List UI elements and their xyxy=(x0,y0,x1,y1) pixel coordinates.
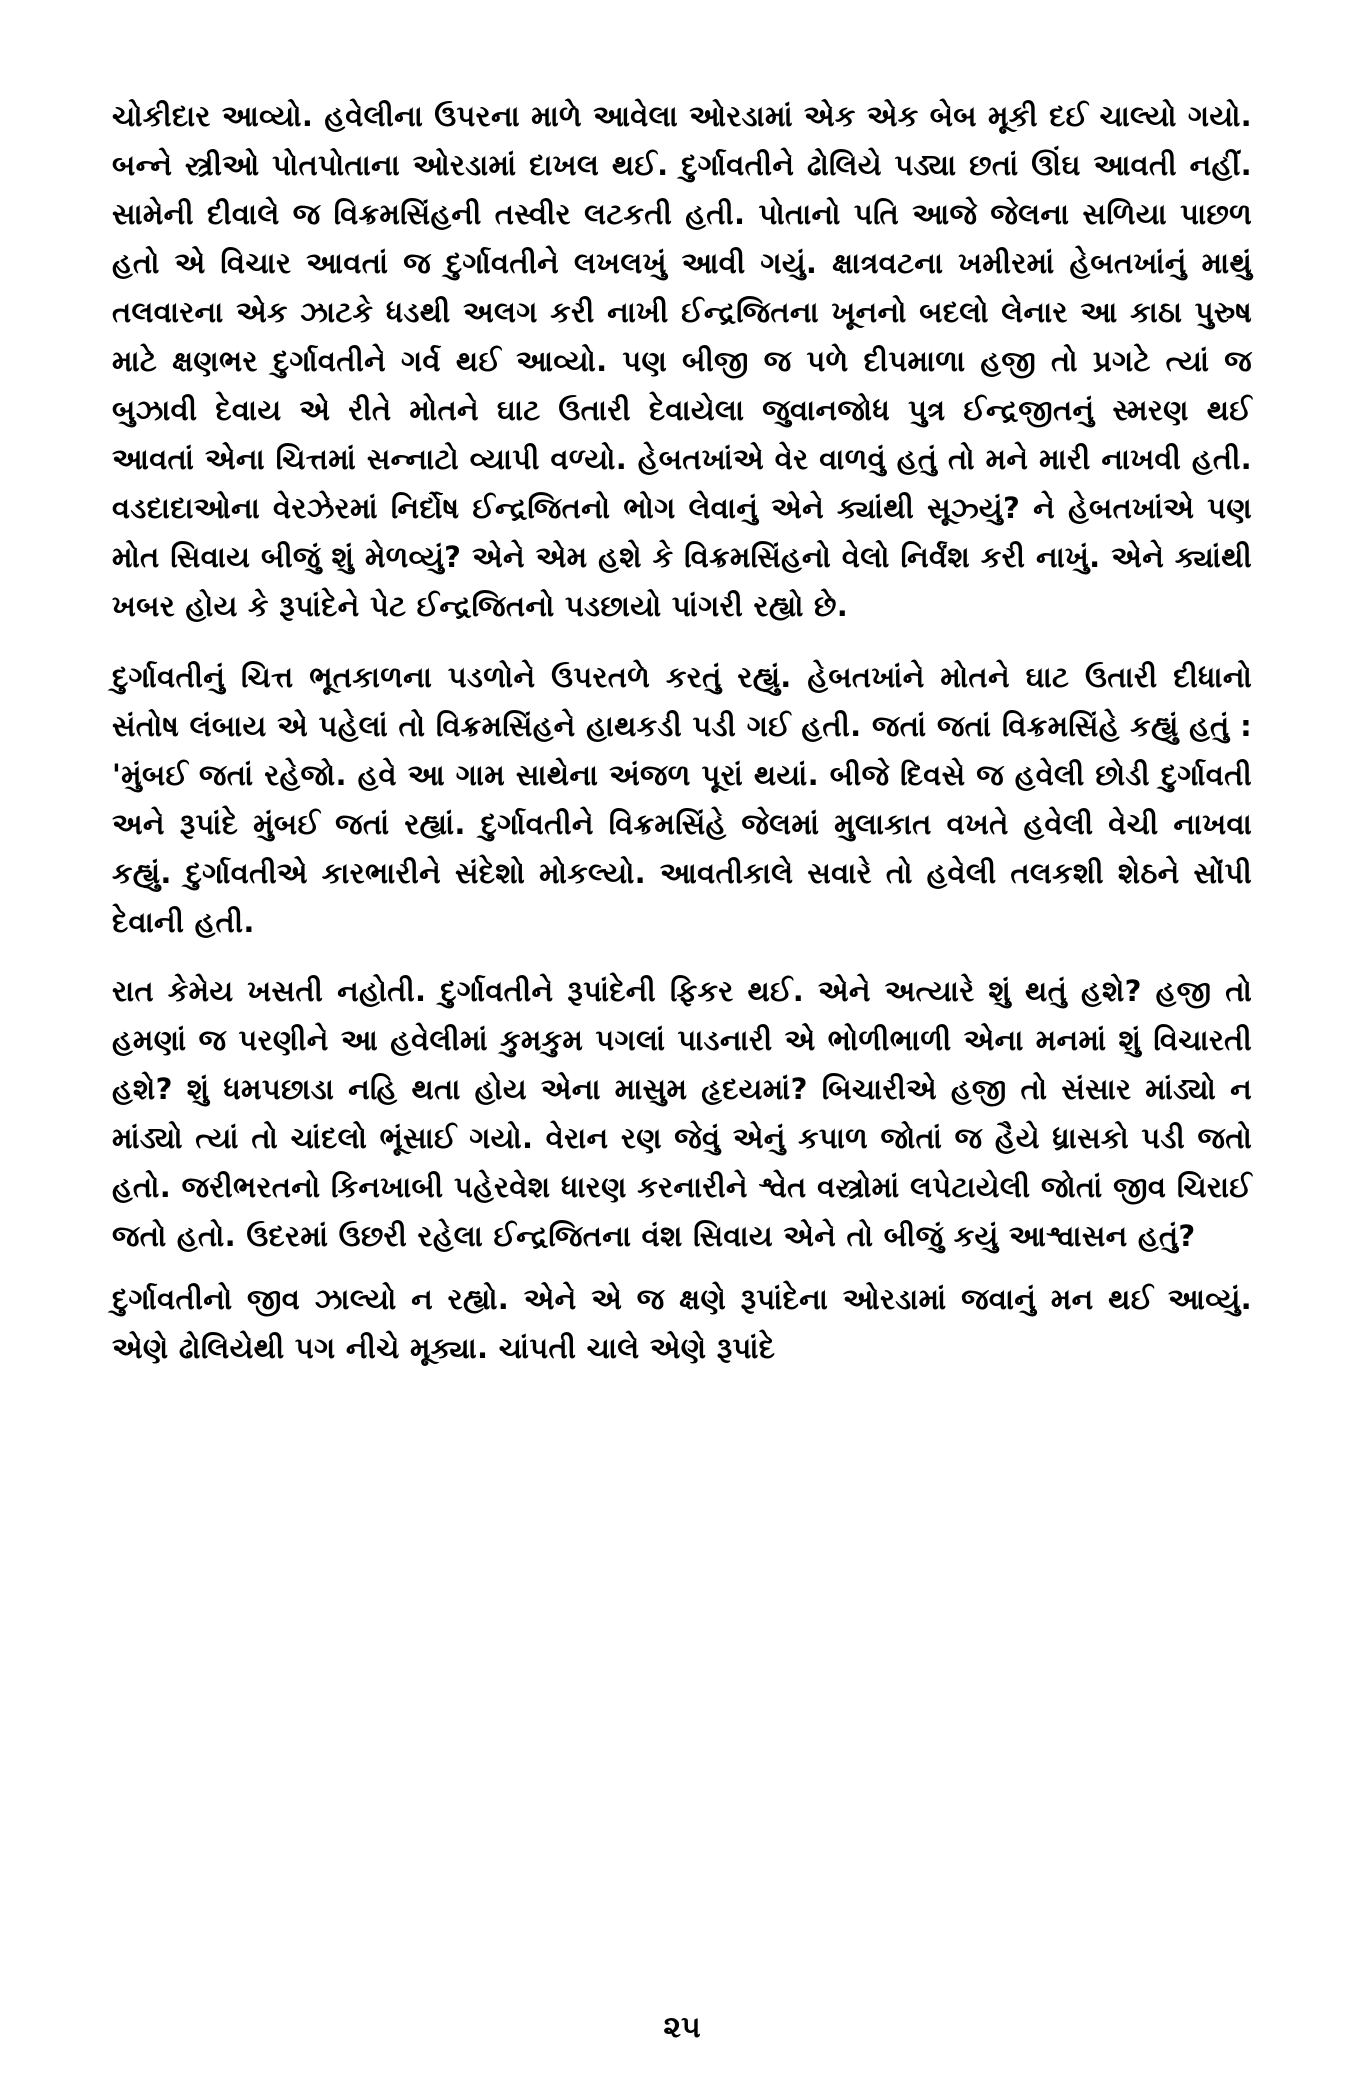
paragraph: ચોકીદાર આવ્યો. હવેલીના ઉપરના માળે આવેલા ઓરડામાં એક એક બેબ મૂકી દઈ ચાલ્યો ગયો. બન્ને સ્ત્રીઓ પોતપોતાના ઓરડામાં દાખલ થઈ. દુર્ગાવતીને ઢોલિયે પડ્યા છતાં ઊંઘ આવતી નહીં. સામેની દીવાલે જ વિક્રમસિંહની તસ્વીર લટકતી હતી. પોતાનો પતિ આજે જેલના સળિયા પાછળ હતો એ વિચાર આવતાં જ દુર્ગાવતીને લખલખું આવી ગયું. ક્ષાત્રવટના ખમીરમાં હેબતખાંનું માથું તલવારના એક ઝાટકે ધડથી અલગ કરી નાખી ઈન્દ્રજિતના ખૂનનો બદલો લેનાર આ કાઠા પુરુષ માટે ક્ષણભર દુર્ગાવતીને ગર્વ થઈ આવ્યો. પણ બીજી જ પળે દીપમાળા હજી તો પ્રગટે ત્યાં જ બુઝાવી દેવાય એ રીતે મોતને ઘાટ ઉતારી દેવાયેલા જુવાનજોધ પુત્ર ઈન્દ્રજીતનું સ્મરણ થઈ આવતાં એના ચિત્તમાં સન્નાટો વ્યાપી વળ્યો. હેબતખાંએ વેર વાળવું હતું તો મને મારી નાખવી હતી. વડદાદાઓના વેરઝેરમાં નિર્દોષ ઈન્દ્રજિતનો ભોગ લેવાનું એને ક્યાંથી સૂઝ્યું? ને હેબતખાંએ પણ મોત સિવાય બીજું શું મેળવ્યું? એને એમ હશે કે વિક્રમસિંહનો વેલો નિર્વંશ કરી નાખું. એને ક્યાંથી ખબર હોય કે રૂપાંદેને પેટ ઈન્દ્રજિતનો પડછાયો પાંગરી રહ્યો છે. xyxy=(112,99,1252,623)
paragraph: રાત કેમેય ખસતી નહોતી. દુર્ગાવતીને રૂપાંદેની ફિકર થઈ. એને અત્યારે શું થતું હશે? હજી તો હમણાં જ પરણીને આ હવેલીમાં કુમકુમ પગલાં પાડનારી એ ભોળીભાળી એના મનમાં શું વિચારતી હશે? શું ધમપછાડા નહિ થતા હોય એના માસુમ હૃદયમાં? બિચારીએ હજી તો સંસાર માંડ્યો ન માંડ્યો ત્યાં તો ચાંદલો ભૂંસાઈ ગયો. વેરાન રણ જેવું એનું કપાળ જોતાં જ હૈયે ધ્રાસકો પડી જતો હતો. જરીભરતનો કિનખાબી પહેરવેશ ધારણ કરનારીને શ્વેત વસ્ત્રોમાં લપેટાયેલી જોતાં જીવ ચિરાઈ જતો હતો. ઉદરમાં ઉછરી રહેલા ઈન્દ્રજિતના વંશ સિવાય એને તો બીજું કયું આશ્વાસન હતું? xyxy=(112,974,1252,1253)
paragraph: દુર્ગાવતીનું ચિત્ત ભૂતકાળના પડળોને ઉપરતળે કરતું રહ્યું. હેબતખાંને મોતને ઘાટ ઉતારી દીધાનો સંતોષ લંબાય એ પહેલાં તો વિક્રમસિંહને હાથકડી પડી ગઈ હતી. જતાં જતાં વિક્રમસિંહે કહ્યું હતું : 'મુંબઈ જતાં રહેજો. હવે આ ગામ સાથેના અંજળ પૂરાં થયાં. બીજે દિવસે જ હવેલી છોડી દુર્ગાવતી અને રૂપાંદે મુંબઈ જતાં રહ્યાં. દુર્ગાવતીને વિક્રમસિંહે જેલમાં મુલાકાત વખતે હવેલી વેચી નાખવા કહ્યું. દુર્ગાવતીએ કારભારીને સંદેશો મોકલ્યો. આવતીકાલે સવારે તો હવેલી તલકશી શેઠને સોંપી દેવાની હતી. xyxy=(112,660,1252,939)
page-number: ૨૫ xyxy=(663,2010,701,2045)
body-text xyxy=(112,92,1252,1373)
paragraph: દુર્ગાવતીનો જીવ ઝાલ્યો ન રહ્યો. એને એ જ ક્ષણે રૂપાંદેના ઓરડામાં જવાનું મન થઈ આવ્યું. એણે ઢોલિયેથી પગ નીચે મૂક્યા. ચાંપતી ચાલે એણે રૂપાંદે xyxy=(112,1282,1252,1365)
